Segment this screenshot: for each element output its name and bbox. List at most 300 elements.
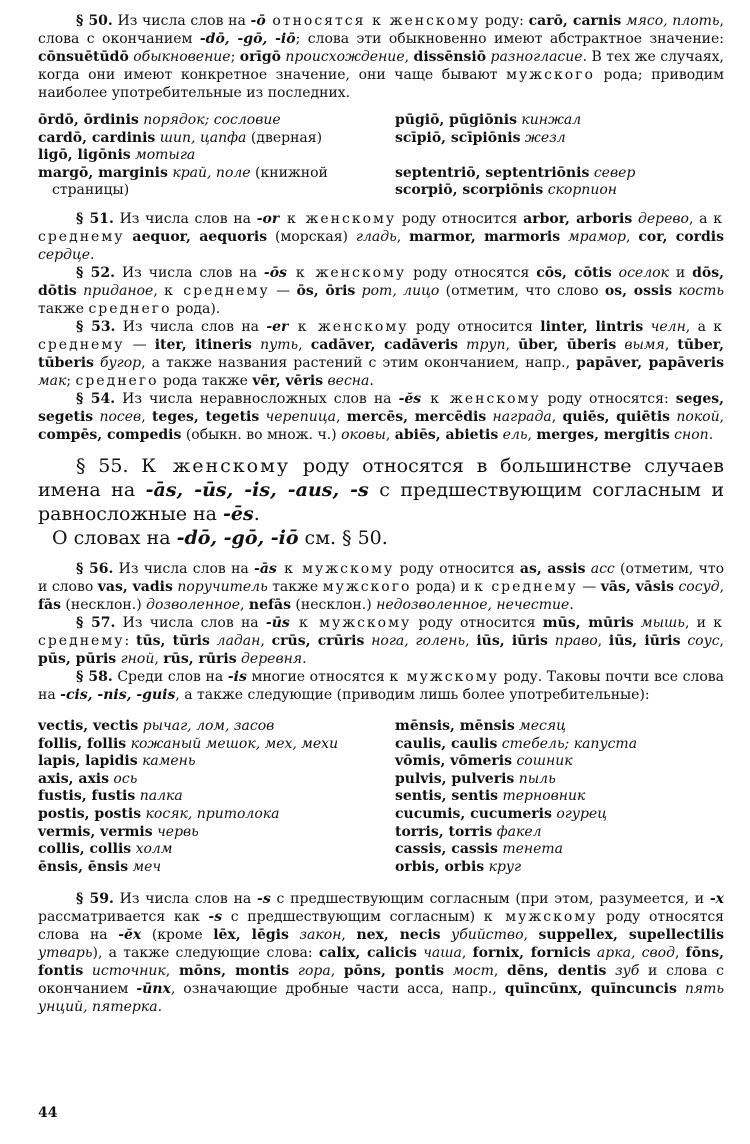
translation-text: закон <box>288 927 342 944</box>
latin-term: cōs, cōtis <box>536 264 612 281</box>
latin-term: cor, cordis <box>638 228 724 245</box>
translation-text: утварь <box>38 945 93 962</box>
latin-term: papāver, papāveris <box>576 354 724 371</box>
translation-text: скорпион <box>543 182 617 199</box>
translation-text: огурец <box>551 805 607 822</box>
text-run: к мужскому <box>389 668 499 685</box>
translation-text: тенета <box>497 841 564 858</box>
text-run: , <box>240 596 249 613</box>
translation-text: награда <box>486 408 552 425</box>
translation-text: мотыга <box>130 147 196 164</box>
text-run: . <box>302 650 307 667</box>
translation-text: разногласие <box>486 49 583 65</box>
text-run: (несклон.) <box>60 596 147 613</box>
latin-term: rūs, rūris <box>163 650 237 667</box>
text-run: Из числа неравносложных слов на <box>115 390 399 407</box>
paragraph-58 <box>38 668 724 704</box>
translation-text: гной <box>116 650 155 667</box>
latin-term: mūs, mūris <box>542 614 634 631</box>
latin-term: compēs, compedis <box>38 426 182 443</box>
word-list-entry <box>395 182 738 200</box>
latin-term: tūber, tūberis <box>38 336 724 371</box>
translation-text: ось <box>108 770 138 787</box>
text-run: , <box>341 927 357 944</box>
latin-term: sentis, sentis <box>395 788 499 805</box>
text-run: рода). <box>171 300 221 317</box>
latin-term: arbor, arboris <box>523 210 633 227</box>
latin-term: fōns, fontis <box>38 945 724 980</box>
text-run: Из числа слов на <box>115 318 267 335</box>
latin-term: -dō, -gō, -iō <box>176 526 299 549</box>
text-run: , <box>523 927 539 944</box>
text-run: , <box>330 963 344 980</box>
text-run: , <box>461 945 473 962</box>
latin-term: pūgiō, pūgiōnis <box>395 112 517 128</box>
text-run: Из числа слов на <box>115 614 266 631</box>
translation-text: факел <box>492 823 542 840</box>
latin-term: § 54. <box>76 390 116 407</box>
latin-term: -dō, -gō, -iō <box>199 31 296 47</box>
text-run: роду относятся <box>406 264 537 281</box>
translation-text: край, поле <box>167 164 251 181</box>
text-run: к мужскому <box>289 614 412 631</box>
text-run: , а также названия растений с этим окончанием, напр., <box>141 354 577 371</box>
text-run: многие относятся <box>246 668 390 685</box>
translation-text: сноп <box>669 426 709 443</box>
text-run: — <box>269 282 297 299</box>
text-run: (кроме <box>141 927 214 944</box>
text-run: (отметим, что и слово <box>38 560 724 595</box>
translation-text: арка, свод <box>590 945 675 962</box>
translation-text: пять унций, пятерка <box>38 981 725 1016</box>
text-run: , а <box>688 210 714 227</box>
latin-term: scorpiō, scorpiōnis <box>395 182 544 199</box>
translation-text: кожаный мешок, мех, мехи <box>126 735 339 752</box>
text-run: роду относятся слова на <box>38 909 724 944</box>
latin-term: § 53. <box>76 318 116 335</box>
text-run: , <box>141 408 152 425</box>
text-run: , <box>664 336 678 353</box>
translation-text: недозволенное, нечестие <box>376 596 570 613</box>
translation-text: убийство <box>440 927 524 944</box>
latin-term: as, assis <box>519 560 586 577</box>
latin-term: cucumis, cucumeris <box>395 805 552 822</box>
latin-term: marmor, marmoris <box>409 228 561 245</box>
latin-term: mēnsis, mēnsis <box>395 717 515 734</box>
translation-text: гладь <box>355 228 397 245</box>
translation-text: стебель; капуста <box>497 735 638 752</box>
text-run: (книжной страницы) <box>52 164 328 199</box>
translation-text: право <box>547 632 598 649</box>
text-run: роду относятся: <box>540 390 676 407</box>
word-list-entry <box>38 841 381 859</box>
text-run: (морская) <box>267 228 356 245</box>
latin-term: ōrdō, ōrdinis <box>38 112 139 128</box>
text-run: . <box>708 426 714 443</box>
translation-text: поручитель <box>172 578 268 595</box>
paragraph-55 <box>38 454 724 526</box>
translation-text: зуб <box>606 963 640 980</box>
latin-term: vās, vāsis <box>600 578 674 595</box>
latin-term: -ūnx <box>136 981 171 998</box>
word-list-entry <box>395 130 738 148</box>
translation-text: шип, цапфа <box>155 129 247 146</box>
translation-text: деревня <box>236 650 303 667</box>
latin-term: nefās <box>248 596 291 613</box>
latin-term: aequor, aequoris <box>132 228 268 245</box>
latin-term: seges, segetis <box>38 390 724 425</box>
latin-term: § 59. <box>76 891 114 908</box>
text-run: относятся <box>265 13 373 29</box>
word-list-entry <box>38 788 381 806</box>
latin-term: ūber, ūberis <box>518 336 617 353</box>
text-run: (отметим, что слово <box>439 282 605 299</box>
latin-term: -s <box>257 891 271 908</box>
translation-text: оселок <box>611 264 669 281</box>
latin-term: follis, follis <box>38 735 127 752</box>
translation-text: челн <box>643 318 686 335</box>
translation-text: ель <box>498 426 528 443</box>
text-run: . <box>90 246 95 263</box>
translation-text: оковы <box>341 426 386 443</box>
text-run: к женскому <box>372 13 481 29</box>
word-list-entry <box>395 806 738 824</box>
word-list-entry <box>395 112 738 130</box>
translation-text: приданое <box>76 282 154 299</box>
translation-text: обыкновение <box>128 49 231 65</box>
translation-text: червь <box>152 823 199 840</box>
latin-term: crūs, crūris <box>271 632 365 649</box>
text-run: Из числа слов на <box>112 13 251 29</box>
latin-term: carō, carnis <box>528 13 622 29</box>
text-run: ), а также следующие слова: <box>92 945 319 962</box>
text-run: Из числа слов на <box>113 891 258 908</box>
latin-term: -er <box>266 318 289 335</box>
text-run: роду относится <box>408 318 541 335</box>
translation-text: жезл <box>520 129 566 146</box>
text-run: , <box>493 963 508 980</box>
latin-term: collis, collis <box>38 841 132 858</box>
latin-term: fornix, fornicis <box>472 945 591 962</box>
translation-text: путь <box>251 336 299 353</box>
translation-text: порядок; сословие <box>138 112 281 128</box>
translation-text: пыль <box>514 770 556 787</box>
translation-text: сосуд <box>673 578 720 595</box>
translation-text: черепица <box>259 408 336 425</box>
latin-term: vōmis, vōmeris <box>395 753 513 770</box>
text-run: . <box>157 999 163 1016</box>
latin-term: os, ossis <box>604 282 673 299</box>
text-run: к женскому <box>421 390 541 407</box>
translation-text: север <box>589 164 636 181</box>
text-run: к среднему <box>164 282 270 299</box>
text-run: к среднему <box>38 210 724 245</box>
latin-term: pulvis, pulveris <box>395 770 515 787</box>
translation-text: мост <box>444 963 494 980</box>
text-run: , <box>674 945 686 962</box>
word-list-1-left <box>38 112 381 200</box>
word-list-entry <box>38 147 381 165</box>
text-run: , <box>165 963 179 980</box>
translation-text: мрамор <box>560 228 626 245</box>
text-run: Из числа слов на <box>113 560 255 577</box>
latin-term: ōs, ōris <box>296 282 356 299</box>
text-run: , <box>298 336 311 353</box>
text-run: ; <box>66 372 76 389</box>
latin-term: margō, marginis <box>38 164 168 181</box>
latin-term: linter, lintris <box>540 318 644 335</box>
text-run: , <box>719 408 725 425</box>
word-list-entry <box>395 718 738 736</box>
translation-text: меч <box>128 858 162 875</box>
paragraph-52 <box>38 264 724 318</box>
translation-text: чаша <box>416 945 462 962</box>
latin-term: quīncūnx, quīncuncis <box>504 981 677 998</box>
translation-text: терновник <box>498 788 586 805</box>
word-list-entry <box>38 130 381 148</box>
word-list-1 <box>38 112 724 200</box>
text-run: , <box>527 426 537 443</box>
translation-text: мышь <box>633 614 685 631</box>
text-run: К женскому <box>141 454 291 477</box>
word-list-entry <box>38 112 381 130</box>
word-list-entry <box>395 753 738 771</box>
word-list-entry <box>395 771 738 789</box>
latin-term: § 50. <box>76 13 113 29</box>
translation-text: посев <box>93 408 142 425</box>
translation-text: источник <box>83 963 166 980</box>
text-run: , <box>719 578 725 595</box>
latin-term: vermis, vermis <box>38 823 153 840</box>
text-run: , <box>597 632 609 649</box>
text-run: , означающие дробные части асса, напр., <box>170 981 505 998</box>
translation-text: вымя <box>616 336 665 353</box>
translation-text: бугор <box>93 354 142 371</box>
latin-term: vēr, vēris <box>252 372 324 389</box>
translation-text: мак <box>38 372 67 389</box>
latin-term: calix, calicis <box>318 945 417 962</box>
paragraph-50 <box>38 12 724 102</box>
paragraph-59 <box>38 890 724 1016</box>
translation-text: покой <box>670 408 720 425</box>
latin-term: iūs, iūris <box>476 632 548 649</box>
latin-term: postis, postis <box>38 805 142 822</box>
latin-term: § 56. <box>76 560 114 577</box>
latin-term: teges, tegetis <box>151 408 260 425</box>
latin-term: -ās, -ūs, -is, -aus, -s <box>145 478 369 501</box>
latin-term: cardō, cardinis <box>38 129 156 146</box>
word-list-2-right <box>381 718 738 876</box>
translation-text: дозволенное <box>146 596 240 613</box>
text-run: мужского <box>322 578 412 595</box>
latin-term: abiēs, abietis <box>394 426 499 443</box>
text-run: — <box>124 336 155 353</box>
latin-term: tūs, tūris <box>135 632 210 649</box>
latin-term: dissēnsiō <box>413 49 487 65</box>
translation-text: косяк, притолока <box>141 805 280 822</box>
translation-text: месяц <box>514 717 566 734</box>
latin-term: vas, vadis <box>97 578 173 595</box>
text-run: . <box>369 372 374 389</box>
translation-text: труп <box>458 336 506 353</box>
latin-term: cassis, cassis <box>395 841 498 858</box>
latin-term: nex, necis <box>356 927 441 944</box>
latin-term: scīpiō, scīpiōnis <box>395 129 521 146</box>
text-run: . <box>569 596 574 613</box>
word-list-entry <box>38 736 381 754</box>
latin-term: vectis, vectis <box>38 717 139 734</box>
text-run: , <box>551 408 563 425</box>
word-list-entry <box>395 824 738 842</box>
text-run: рассматривается как <box>38 909 209 926</box>
text-run: с предшествующим согласным) <box>222 909 484 926</box>
text-run: , а также следующие (приводим лишь более употребительные): <box>175 686 650 703</box>
text-run: — <box>577 578 601 595</box>
text-run: О словах на <box>52 526 177 549</box>
paragraph-56 <box>38 560 724 614</box>
latin-term: -ēs <box>223 502 254 525</box>
paragraph-54 <box>38 390 724 444</box>
word-list-entry <box>38 718 381 736</box>
latin-term: cadāver, cadāveris <box>310 336 459 353</box>
text-run: ; <box>230 49 240 65</box>
text-run: мужского <box>506 67 595 83</box>
text-run: с предшествующим согласным (при этом, разумеется, и <box>270 891 710 908</box>
text-run: (дверная) <box>246 129 323 146</box>
translation-text: рычаг, лом, засов <box>138 717 275 734</box>
latin-term: suppellex, supellectilis <box>538 927 724 944</box>
word-list-2-left <box>38 718 381 876</box>
text-run: , <box>396 228 410 245</box>
text-run: : <box>124 632 136 649</box>
word-list-entry <box>38 806 381 824</box>
text-run: среднего <box>88 300 172 317</box>
text-run: рода; приводим наиболее употребительные из последних. <box>38 67 724 101</box>
text-run: (несклон.) <box>290 596 377 613</box>
translation-text: соус <box>680 632 720 649</box>
text-run: и слова с окончанием <box>38 963 725 998</box>
latin-term: -cis, -nis, -guis <box>60 686 176 703</box>
text-run: к мужскому <box>276 560 395 577</box>
translation-text: нога, голень <box>364 632 466 649</box>
latin-term: ligō, ligōnis <box>38 147 131 164</box>
latin-term: quiēs, quiētis <box>562 408 671 425</box>
latin-term: -ūs <box>265 614 290 631</box>
latin-term: -ĕx <box>118 927 142 944</box>
latin-term: septentriō, septentriōnis <box>395 164 590 181</box>
paragraph-55-note <box>38 526 724 550</box>
text-run: Среди слов на <box>112 668 228 685</box>
word-list-entry <box>395 788 738 806</box>
latin-term: cōnsuētūdō <box>38 49 129 65</box>
paragraph-53 <box>38 318 724 390</box>
word-list-entry <box>395 841 738 859</box>
latin-term: dēns, dentis <box>507 963 607 980</box>
translation-text: ладан <box>209 632 261 649</box>
latin-term: pōns, pontis <box>343 963 445 980</box>
text-run: ; слова эти обыкновенно имеют абстрактное значение: <box>295 31 724 47</box>
text-run: , <box>465 632 477 649</box>
translation-text: кинжал <box>516 112 582 128</box>
page-number: 44 <box>38 1105 58 1121</box>
latin-term: -x <box>709 891 724 908</box>
word-list-entry <box>38 753 381 771</box>
text-run: , и <box>684 614 714 631</box>
text-run: рода также <box>158 372 253 389</box>
translation-text: кость <box>672 282 724 299</box>
text-run: Из числа слов на <box>115 264 264 281</box>
text-run: к женскому <box>279 210 397 227</box>
latin-term: -or <box>256 210 280 227</box>
latin-term: orbis, orbis <box>395 858 485 875</box>
text-run: . В тех же случаях, когда они имеют конкретное значение, они чаще бывают <box>38 49 725 83</box>
text-run: к среднему <box>38 614 724 649</box>
text-run: , а <box>685 318 714 335</box>
word-list-entry <box>38 824 381 842</box>
latin-term: lēx, lēgis <box>213 927 289 944</box>
text-run: роду относится <box>394 560 520 577</box>
text-run: роду. Таковы почти все слова на <box>38 668 725 703</box>
word-list-1-right <box>381 112 738 200</box>
latin-term: ēnsis, ēnsis <box>38 858 129 875</box>
text-run: см. § 50. <box>298 526 388 549</box>
latin-term: axis, axis <box>38 770 109 787</box>
translation-text: весна <box>323 372 370 389</box>
latin-term: iūs, iūris <box>608 632 681 649</box>
latin-term: iter, itineris <box>154 336 252 353</box>
translation-text: камень <box>137 753 196 770</box>
text-run: , <box>505 336 519 353</box>
text-run: , слова с окончанием <box>38 13 724 47</box>
text-run: § 55. <box>76 454 142 477</box>
text-run: рода) и <box>411 578 475 595</box>
latin-term: merges, mergitis <box>536 426 670 443</box>
paragraph-51 <box>38 210 724 264</box>
word-list-entry <box>38 859 381 877</box>
latin-term: § 57. <box>76 614 116 631</box>
latin-term: -ĕs <box>398 390 422 407</box>
latin-term: § 51. <box>76 210 114 227</box>
text-run: , <box>260 632 272 649</box>
text-run: , <box>154 650 164 667</box>
translation-text: круг <box>484 858 522 875</box>
text-run: и <box>668 264 693 281</box>
text-run: роду: <box>480 13 529 29</box>
translation-text: рот, лицо <box>355 282 440 299</box>
text-run: среднего <box>75 372 159 389</box>
text-run: к мужскому <box>483 909 598 926</box>
latin-term: § 52. <box>76 264 116 281</box>
translation-text: гора <box>289 963 331 980</box>
latin-term: § 58. <box>76 668 113 685</box>
text-run: к среднему <box>474 578 578 595</box>
word-list-entry <box>395 736 738 754</box>
text-run: к женскому <box>288 318 409 335</box>
latin-term: caulis, caulis <box>395 735 498 752</box>
text-run: , <box>153 282 165 299</box>
latin-term: fās <box>38 596 61 613</box>
word-list-2 <box>38 718 724 876</box>
word-list-entry <box>395 859 738 877</box>
translation-text: холм <box>131 841 173 858</box>
latin-term: dōs, dōtis <box>38 264 724 299</box>
latin-term: -ōs <box>263 264 287 281</box>
text-run: роду относится <box>396 210 524 227</box>
latin-term: torris, torris <box>395 823 493 840</box>
text-run: , <box>385 426 395 443</box>
translation-text: сошник <box>512 753 573 770</box>
word-list-entry <box>38 165 381 200</box>
